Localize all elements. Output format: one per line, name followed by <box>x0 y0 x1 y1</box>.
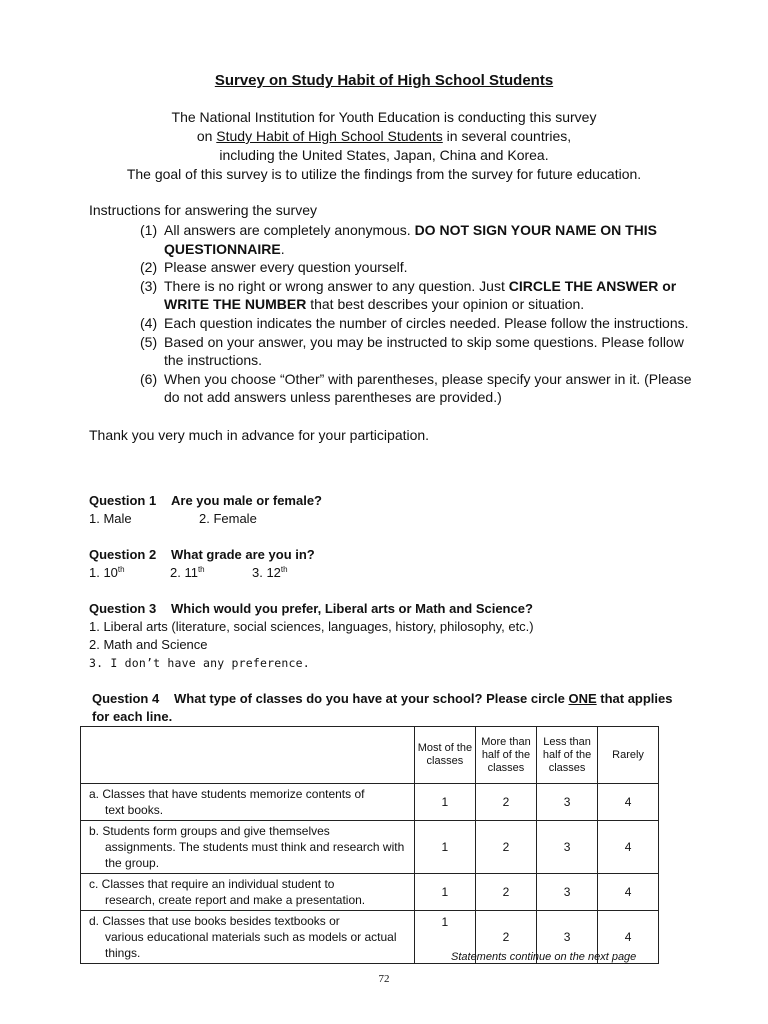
q1-option-male[interactable]: 1. Male <box>89 511 132 526</box>
page-number: 72 <box>378 973 390 985</box>
column-header: Rarely <box>598 727 659 784</box>
instructions-list <box>140 221 700 407</box>
table-row <box>81 821 659 874</box>
instruction-item: (6) When you choose “Other” with parentheses, please specify your answer in it. (Please do not add answers unless parentheses are provided.) <box>140 370 692 406</box>
intro-line-1: The National Institution for Youth Education is conducting this survey <box>171 109 597 125</box>
q3-option-math-science[interactable]: 2. Math and Science <box>89 637 208 652</box>
q3-option-liberal-arts[interactable]: 1. Liberal arts (literature, social sciences, languages, history, philosophy, etc.) <box>89 619 534 634</box>
table-row <box>81 784 659 821</box>
question-2-text: What grade are you in? <box>171 547 315 562</box>
q2-option-11[interactable]: 2. 11th <box>170 565 205 581</box>
q2-option-12[interactable]: 3. 12th <box>252 565 288 581</box>
instruction-item: (3) There is no right or wrong answer to any question. Just CIRCLE THE ANSWER or WRITE THE NUMBER that best describes your opinion or situation. <box>140 277 677 313</box>
answer-cell[interactable]: 3 <box>537 784 598 821</box>
intro-paragraph <box>0 108 768 184</box>
instruction-item: (5) Based on your answer, you may be instructed to skip some questions. Please follow the instructions. <box>140 333 684 369</box>
statement-cell: d. Classes that use books besides textbooks or various educational materials such as models or actual things. <box>81 911 415 964</box>
thanks-text: Thank you very much in advance for your participation. <box>89 427 430 443</box>
question-4 <box>92 690 692 726</box>
table-header-row <box>81 727 659 784</box>
q3-option-no-preference[interactable]: 3. I don’t have any preference. <box>89 656 310 670</box>
question-4-label: Question 4 <box>92 691 160 706</box>
question-1-label: Question 1 <box>89 493 157 508</box>
question-4-table <box>80 726 659 964</box>
continue-note: Statements continue on the next page <box>451 951 637 963</box>
intro-line-2: on Study Habit of High School Students in several countries, <box>196 128 572 144</box>
answer-cell[interactable]: 1 <box>414 821 475 874</box>
question-1 <box>89 493 322 526</box>
column-header: More than half of the classes <box>475 727 536 784</box>
q1-option-female[interactable]: 2. Female <box>199 511 257 526</box>
answer-cell[interactable]: 4 <box>598 874 659 911</box>
question-3-label: Question 3 <box>89 601 157 616</box>
question-3-text: Which would you prefer, Liberal arts or Math and Science? <box>171 601 533 616</box>
instruction-item: (4) Each question indicates the number of circles needed. Please follow the instructions. <box>140 314 689 331</box>
answer-cell[interactable]: 1 <box>414 911 475 964</box>
answer-cell[interactable]: 1 <box>414 784 475 821</box>
survey-title: Survey on Study Habit of High School Students <box>214 72 554 89</box>
q2-option-10[interactable]: 1. 10th <box>89 565 125 581</box>
statement-cell: c. Classes that require an individual student to research, create report and make a presentation. <box>81 874 415 911</box>
answer-cell[interactable]: 1 <box>414 874 475 911</box>
answer-cell[interactable]: 2 <box>475 911 536 964</box>
answer-cell[interactable]: 2 <box>475 874 536 911</box>
intro-line-4: The goal of this survey is to utilize the findings from the survey for future education. <box>126 166 642 182</box>
answer-cell[interactable]: 4 <box>598 821 659 874</box>
question-1-text: Are you male or female? <box>171 493 322 508</box>
question-3 <box>89 600 534 672</box>
instruction-item: (2) Please answer every question yourself. <box>140 259 408 276</box>
question-2-label: Question 2 <box>89 547 157 562</box>
instruction-item: (1) All answers are completely anonymous. DO NOT SIGN YOUR NAME ON THIS QUESTIONNAIRE. <box>140 222 657 257</box>
statement-cell: a. Classes that have students memorize contents of text books. <box>81 784 415 821</box>
answer-cell[interactable]: 3 <box>537 821 598 874</box>
answer-cell[interactable]: 2 <box>475 784 536 821</box>
statement-cell: b. Students form groups and give themselves assignments. The students must think and research with the group. <box>81 821 415 874</box>
intro-line-3: including the United States, Japan, China and Korea. <box>219 147 549 163</box>
table-header-empty <box>81 727 415 784</box>
column-header: Less than half of the classes <box>537 727 598 784</box>
answer-cell[interactable]: 4 <box>598 784 659 821</box>
column-header: Most of the classes <box>414 727 475 784</box>
question-2 <box>89 547 315 580</box>
table-row <box>81 874 659 911</box>
answer-cell[interactable]: 3 <box>537 911 598 964</box>
answer-cell[interactable]: 2 <box>475 821 536 874</box>
instructions-heading: Instructions for answering the survey <box>89 202 317 218</box>
intro-underlined-title: Study Habit of High School Students <box>216 128 443 144</box>
answer-cell[interactable]: 3 <box>537 874 598 911</box>
answer-cell[interactable]: 4 <box>598 911 659 964</box>
question-4-text: What type of classes do you have at your school? Please circle ONE that applies for each line. <box>92 691 673 724</box>
